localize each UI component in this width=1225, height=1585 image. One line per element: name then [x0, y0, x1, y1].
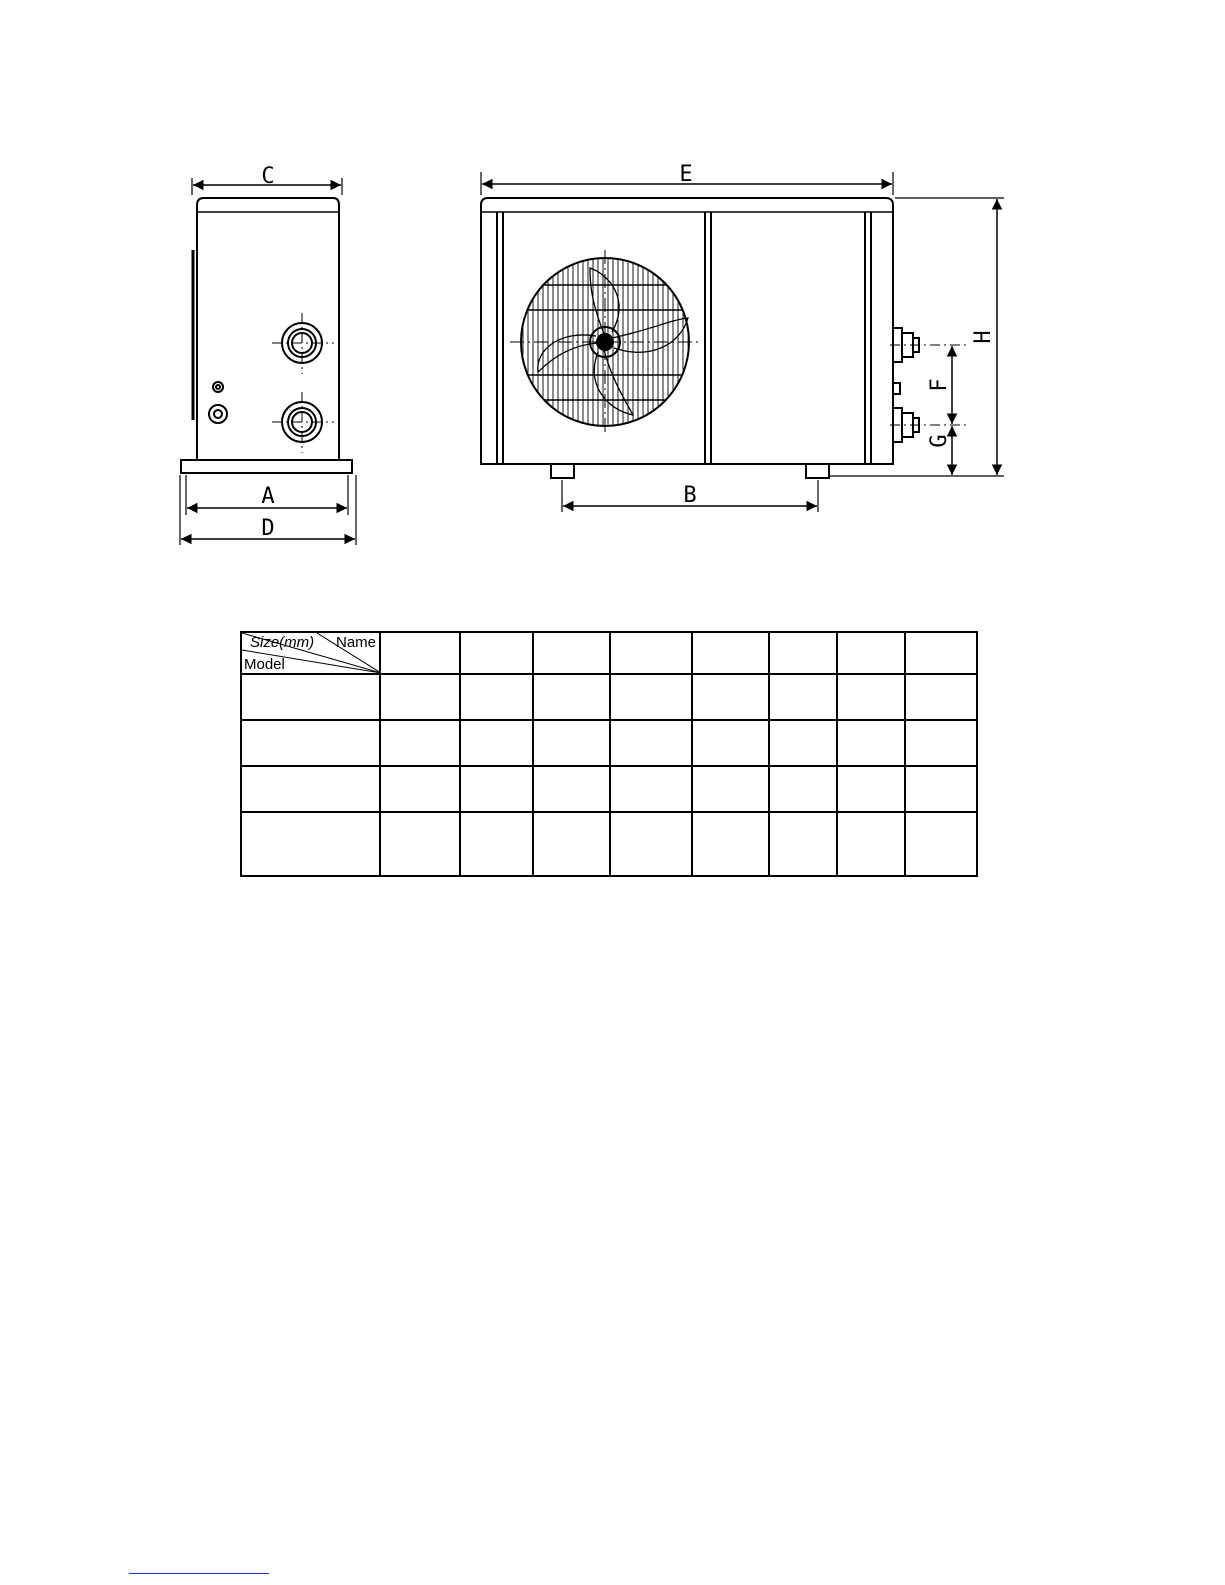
table-cell	[692, 720, 769, 766]
dim-label-g: G	[927, 434, 952, 448]
unit-dimension-drawing	[0, 0, 1225, 600]
header-diagonal-cell	[241, 632, 380, 674]
table-cell	[533, 674, 610, 720]
dim-label-c: C	[261, 164, 275, 189]
header-size-label: Size(mm)	[250, 634, 315, 651]
table-cell	[533, 720, 610, 766]
table-cell	[837, 674, 905, 720]
table-cell	[905, 812, 977, 876]
table-cell	[380, 632, 460, 674]
table-cell	[380, 674, 460, 720]
table-cell	[533, 812, 610, 876]
table-row	[241, 812, 977, 876]
table-cell	[241, 720, 380, 766]
table-cell	[610, 766, 692, 812]
table-cell	[769, 812, 837, 876]
header-name-label: Name	[335, 634, 376, 651]
table-cell	[837, 720, 905, 766]
table-cell	[905, 766, 977, 812]
table-cell	[460, 720, 533, 766]
table-cell	[460, 674, 533, 720]
table-cell	[692, 766, 769, 812]
table-cell	[837, 766, 905, 812]
table-cell	[610, 674, 692, 720]
table-cell	[241, 812, 380, 876]
table-cell	[905, 674, 977, 720]
table-cell	[380, 812, 460, 876]
front-view	[481, 172, 1004, 512]
table-cell	[837, 632, 905, 674]
table-cell	[769, 720, 837, 766]
table-row	[241, 674, 977, 720]
table-cell	[460, 632, 533, 674]
table-cell	[460, 812, 533, 876]
table-cell	[380, 720, 460, 766]
table-cell	[241, 766, 380, 812]
table-cell	[610, 812, 692, 876]
dimension-spec-table	[240, 631, 978, 877]
table-cell	[241, 674, 380, 720]
table-header-row	[241, 632, 977, 674]
dim-label-e: E	[679, 162, 693, 187]
table-cell	[610, 632, 692, 674]
table-row	[241, 766, 977, 812]
dim-label-a: A	[261, 484, 275, 509]
table-cell	[905, 632, 977, 674]
dim-label-d: D	[261, 516, 275, 541]
table-cell	[769, 632, 837, 674]
table-cell	[610, 720, 692, 766]
table-cell	[692, 812, 769, 876]
dim-label-f: F	[927, 378, 952, 392]
dim-label-b: B	[683, 483, 697, 508]
table-cell	[905, 720, 977, 766]
table-cell	[533, 766, 610, 812]
header-model-label: Model	[244, 656, 285, 673]
table-cell	[837, 812, 905, 876]
dim-label-h: H	[971, 330, 996, 344]
table-cell	[380, 766, 460, 812]
table-cell	[533, 632, 610, 674]
table-cell	[769, 674, 837, 720]
table-row	[241, 720, 977, 766]
footer-link-underline[interactable]	[129, 1573, 269, 1574]
table-cell	[692, 674, 769, 720]
table-cell	[692, 632, 769, 674]
table-cell	[460, 766, 533, 812]
table-cell	[769, 766, 837, 812]
